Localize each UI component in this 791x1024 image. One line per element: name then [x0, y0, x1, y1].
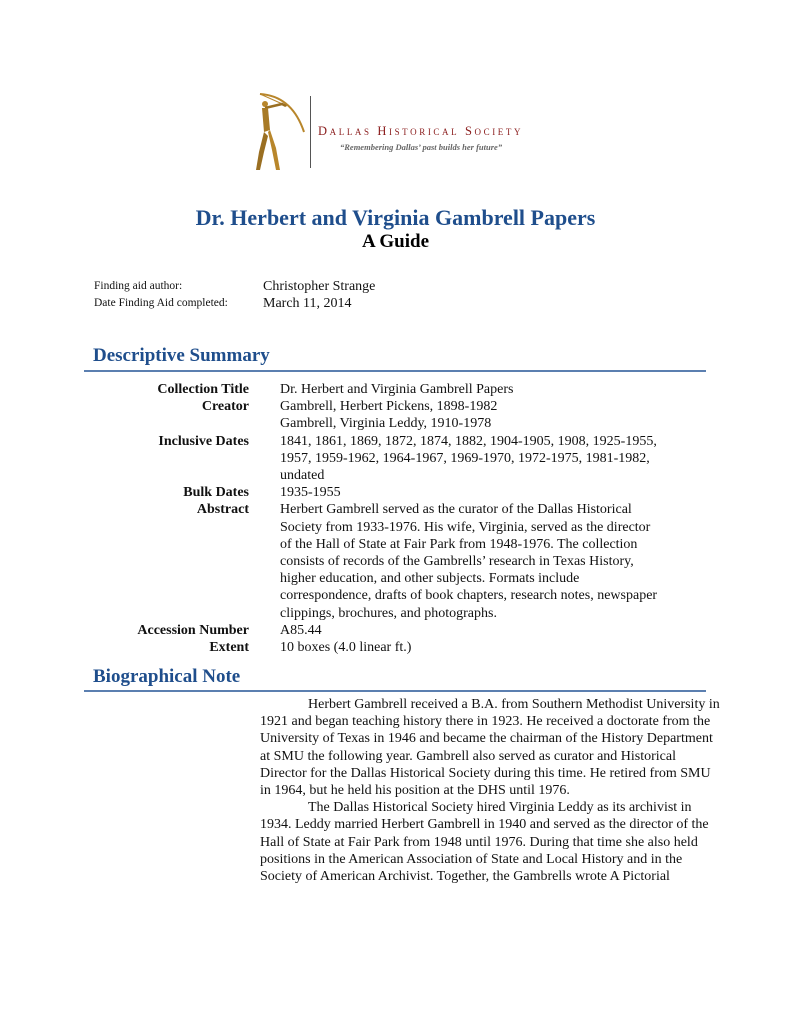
value-line: Gambrell, Herbert Pickens, 1898-1982 [280, 399, 498, 415]
author-label: Finding aid author: [94, 280, 183, 292]
row-value [280, 381, 710, 398]
archer-statue-icon [240, 90, 310, 175]
row-label: Extent [209, 640, 249, 656]
date-completed-value: March 11, 2014 [263, 296, 352, 311]
value-line: 1957, 1959-1962, 1964-1967, 1969-1970, 1972-1975, 1981-1982, [280, 450, 650, 466]
value-line: clippings, brochures, and photographs. [280, 605, 497, 621]
value-line: Gambrell, Virginia Leddy, 1910-1978 [280, 416, 492, 432]
summary-row-accession-number [0, 622, 791, 639]
row-value [280, 484, 710, 501]
value-line: Society from 1933-1976. His wife, Virginia, served as the director [280, 519, 651, 535]
biographical-note-heading: Biographical Note [93, 666, 241, 687]
dhs-logo [240, 90, 570, 175]
value-line: 10 boxes (4.0 linear ft.) [280, 640, 412, 656]
organization-tagline: “Remembering Dallas’ past builds her future” [340, 142, 503, 152]
row-value [280, 622, 710, 639]
value-line: correspondence, drafts of book chapters, research notes, newspaper [280, 588, 658, 604]
biographical-note-body [260, 696, 720, 885]
descriptive-summary-table [0, 381, 791, 656]
value-line: 1935-1955 [280, 485, 341, 501]
document-title: Dr. Herbert and Virginia Gambrell Papers [195, 205, 596, 230]
value-line: higher education, and other subjects. Formats include [280, 571, 580, 587]
organization-name: Dallas Historical Society [318, 124, 524, 138]
row-label: Collection Title [157, 382, 249, 397]
row-value [280, 501, 710, 621]
author-value: Christopher Strange [263, 279, 376, 294]
value-line: A85.44 [280, 622, 322, 638]
value-line: Dr. Herbert and Virginia Gambrell Papers [280, 382, 514, 397]
bio-paragraph: Herbert Gambrell received a B.A. from Southern Methodist University in 1921 and began teaching history there in 1923. He received a doctorate from the University of Texas in 1946 and became the chairman of the History Department at SMU the following year. Gambrell also served as curator and Historical Director for the Dallas Historical Society during this time. He retired from SMU in 1964, but he held his position at the DHS until 1976. [260, 697, 720, 799]
summary-row-bulk-dates [0, 484, 791, 501]
logo-divider [310, 96, 311, 168]
row-label: Accession Number [137, 622, 249, 638]
value-line: 1841, 1861, 1869, 1872, 1874, 1882, 1904-1905, 1908, 1925-1955, [280, 433, 657, 449]
summary-row-abstract [0, 501, 791, 621]
value-line: Herbert Gambrell served as the curator of the Dallas Historical [280, 502, 632, 518]
descriptive-summary-heading: Descriptive Summary [93, 345, 270, 366]
row-value [280, 433, 710, 485]
bio-paragraph: The Dallas Historical Society hired Virginia Leddy as its archivist in 1934. Leddy married Herbert Gambrell in 1940 and served as the director of the Hall of State at Fair Park from 1948 until 1976. During that time she also held positions in the American Association of State and Local History and in the Society of American Archivist. Together, the Gambrells wrote A Pictorial [260, 800, 709, 885]
row-label: Inclusive Dates [158, 433, 249, 449]
value-line: consists of records of the Gambrells’ research in Texas History, [280, 554, 634, 570]
row-label: Creator [201, 399, 249, 415]
section-divider [84, 370, 706, 372]
value-line: of the Hall of State at Fair Park from 1948-1976. The collection [280, 536, 638, 552]
row-label: Bulk Dates [183, 485, 249, 501]
summary-row-extent [0, 639, 791, 656]
value-line: undated [280, 468, 325, 484]
summary-row-creator [0, 398, 791, 432]
row-label: Abstract [196, 502, 249, 518]
summary-row-collection-title [0, 381, 791, 398]
row-value [280, 398, 710, 432]
section-divider [84, 690, 706, 692]
date-completed-label: Date Finding Aid completed: [94, 297, 228, 309]
summary-row-inclusive-dates [0, 433, 791, 485]
document-subtitle: A Guide [361, 231, 430, 252]
row-value [280, 639, 710, 656]
